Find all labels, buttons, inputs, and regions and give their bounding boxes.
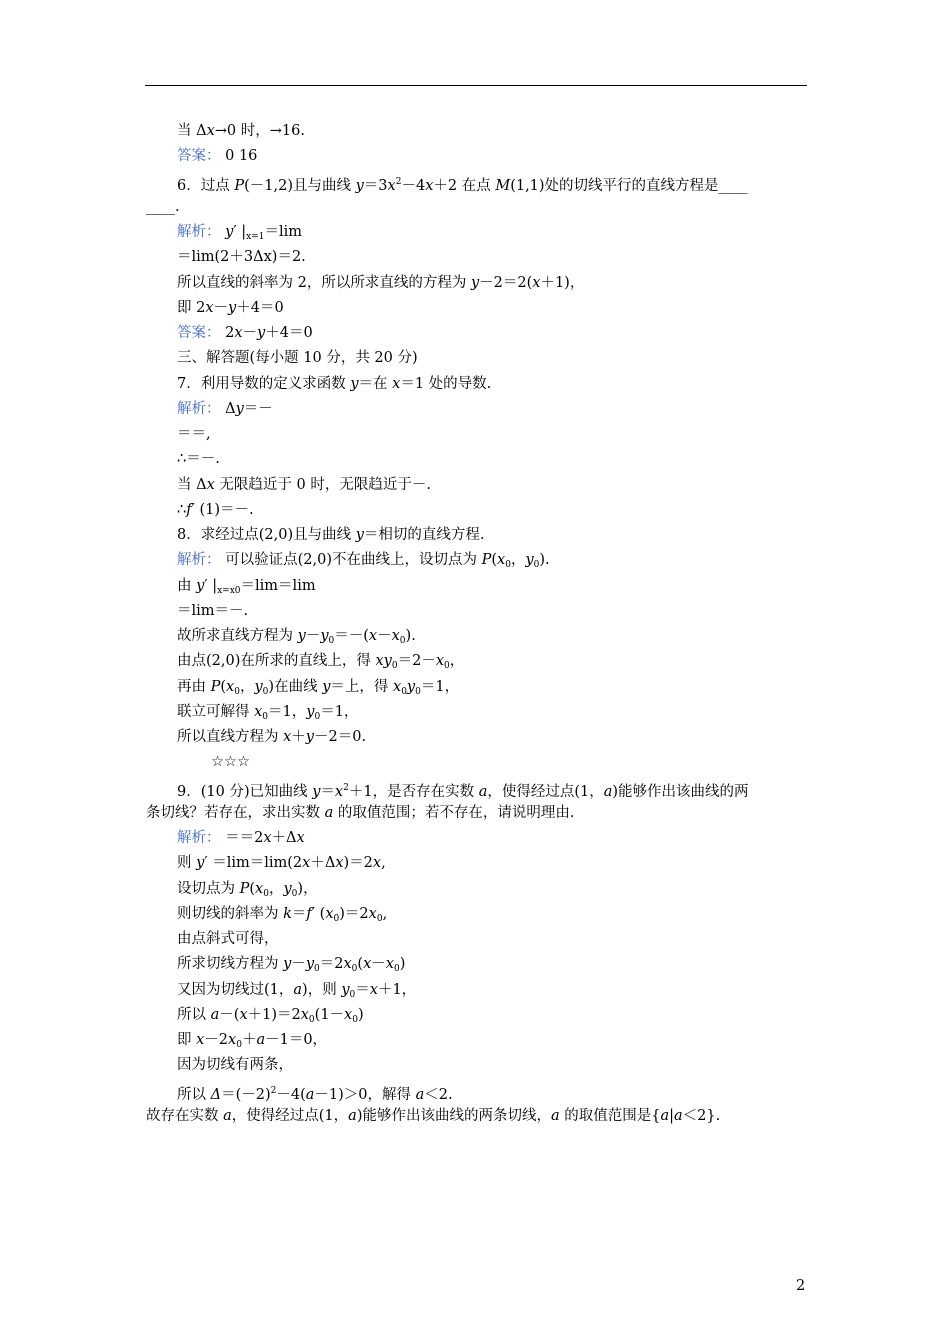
text-line: 条切线？若存在，求出实数 a 的取值范围；若不存在，请说明理由.	[146, 805, 575, 821]
text-line: 由点(2,0)在所求的直线上，得 $xy_0=2-x_0$，	[177, 653, 465, 671]
question-9: 9．(10 分)已知曲线 $y=x^2+1$，是否存在实数 a，使得经过点(1，a)能够作出该曲线的两	[177, 783, 749, 800]
analysis-line: 解析： y′ $|_{x=1}=\lim$	[177, 224, 302, 242]
answer-line: 答案： 0 16	[177, 148, 258, 164]
text-line: 再由 $P(x_0$，$y_0$)在曲线 y＝上，得 $x_0y_0=1$，	[177, 679, 460, 697]
question-7: 7．利用导数的定义求函数 y＝在 x＝1 处的导数.	[177, 376, 492, 392]
text-line: 则 y′ ＝lim＝lim(2x＋Δx)＝2x,	[177, 855, 386, 871]
analysis-label: 解析：	[177, 224, 221, 240]
answer-line: 答案： 2x－y＋4＝0	[177, 325, 313, 341]
analysis-line: 解析： Δy＝－	[177, 401, 273, 417]
text-line: ＝＝,	[177, 426, 211, 442]
header-rule	[145, 85, 807, 86]
text-line: 所以直线方程为 x＋y－2＝0.	[177, 729, 367, 745]
question-6: 6．过点 P(－1,2)且与曲线 $y=3x^2-4x+2$ 在点 M(1,1)处的切线平行的直线方程是____	[177, 177, 748, 194]
text-line: ＝lim＝－.	[177, 603, 249, 619]
star-divider: ☆☆☆	[211, 754, 250, 770]
text-line: 因为切线有两条，	[177, 1057, 293, 1073]
analysis-label: 解析：	[177, 552, 221, 568]
text-line: 所以直线的斜率为 2，所以所求直线的方程为 y－2＝2(x＋1)，	[177, 275, 585, 291]
text-line: 所以 $\Delta=(-2)^2-4(a-1)>0$，解得 a＜2.	[177, 1086, 453, 1103]
analysis-label: 解析：	[177, 401, 221, 417]
text-line: ＝lim(2＋3Δx)＝2.	[177, 249, 306, 265]
conclusion-line: 故存在实数 a，使得经过点(1，a)能够作出该曲线的两条切线，a 的取值范围是{a|a＜2}.	[146, 1108, 721, 1124]
text-line: 即 2x－y＋4＝0	[177, 300, 284, 316]
page-number: 2	[796, 1278, 806, 1294]
text-line: 所以 $a-(x+1)=2x_0(1-x_0)$	[177, 1007, 364, 1025]
question-8: 8．求经过点(2,0)且与曲线 y＝相切的直线方程.	[177, 527, 485, 543]
text-line: 设切点为 $P(x_0$，$y_0$)，	[177, 881, 318, 899]
analysis-line: 解析： ＝＝2x＋Δx	[177, 830, 305, 846]
text-line: 联立可解得 $x_0=1$，$y_0=1$，	[177, 704, 359, 722]
text-line: 当 Δx→0 时，→16.	[177, 123, 305, 139]
text-line: ____.	[146, 199, 180, 215]
text-line: 当 Δx 无限趋近于 0 时，无限趋近于－.	[177, 477, 431, 493]
analysis-line: 解析： 可以验证点(2,0)不在曲线上，设切点为 $P(x_0$，$y_0$).	[177, 552, 550, 570]
text-line: 则切线的斜率为 k＝f′ $(x_0)=2x_0$,	[177, 906, 388, 924]
answer-label: 答案：	[177, 325, 221, 341]
text-line: ∴f′ (1)＝－.	[177, 502, 254, 518]
analysis-label: 解析：	[177, 830, 221, 846]
text-line: 由点斜式可得，	[177, 931, 279, 947]
text-line: ∴＝－.	[177, 451, 220, 467]
answer-label: 答案：	[177, 148, 221, 164]
text-line: 即 $x-2x_0+a-1=0$，	[177, 1032, 328, 1050]
text-line: 所求切线方程为 $y-y_0=2x_0(x-x_0)$	[177, 956, 406, 974]
section-heading: 三、解答题(每小题 10 分，共 20 分)	[177, 350, 418, 366]
text-line: 由 y′ $|_{x=x0}=\lim=\lim$	[177, 578, 316, 596]
text-line: 又因为切线过(1，a)，则 $y_0=x+1$，	[177, 982, 417, 1000]
text-line: 故所求直线方程为 $y-y_0=-(x-x_0)$.	[177, 628, 416, 646]
